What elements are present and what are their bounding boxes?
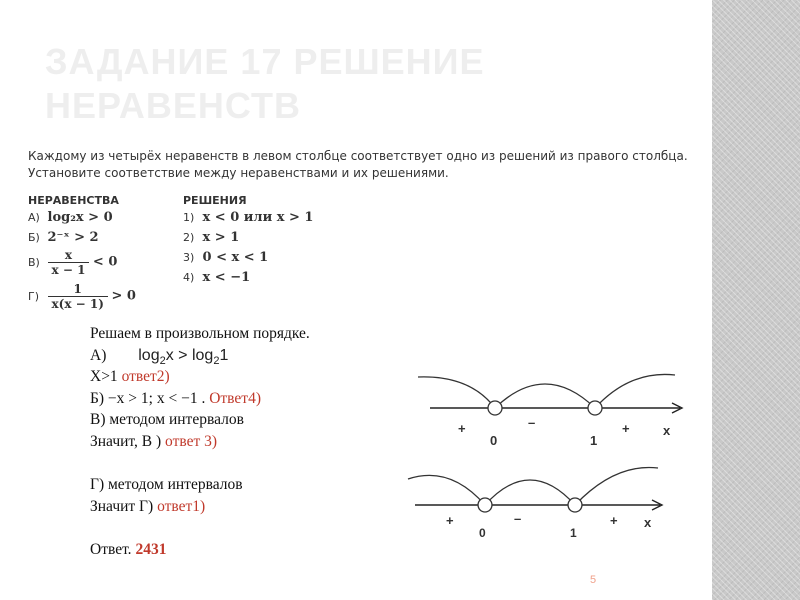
open-point	[588, 401, 602, 415]
axis-label: x	[663, 423, 671, 438]
blank-line	[90, 517, 400, 539]
log-subscript: 2	[213, 354, 220, 367]
inequality-g	[28, 282, 136, 311]
inequality-label: Б)	[28, 231, 40, 244]
inequality-label: В)	[28, 255, 40, 269]
solution-b	[90, 388, 400, 410]
answer-text: ответ1)	[157, 497, 206, 515]
inequalities-column	[28, 194, 188, 311]
solution-label: 2)	[183, 231, 195, 244]
sign-arc	[595, 374, 675, 408]
sign-arc	[418, 377, 495, 408]
interval-diagram-2	[408, 467, 662, 540]
sign-label: –	[514, 511, 522, 526]
side-decorative-stripe	[712, 0, 800, 600]
solution-option-4	[183, 270, 250, 285]
inequalities-header: НЕРАВЕНСТВА	[28, 194, 119, 207]
axis-label: x	[644, 515, 652, 530]
task-statement: Каждому из четырёх неравенств в левом столбце соответствует одно из решений из правого столбца. Установите соответствие между неравенствами и их решениями.	[28, 149, 688, 180]
inequality-label: А)	[28, 211, 40, 224]
inequality-expr: log₂x > 0	[47, 210, 113, 225]
solution-a-result	[90, 366, 400, 388]
solutions-column	[183, 194, 343, 285]
solution-expr: x < −1	[202, 270, 251, 285]
solution-label: 4)	[183, 271, 195, 284]
log-subscript: 2	[159, 354, 166, 367]
fraction-denominator: x − 1	[48, 262, 90, 277]
solution-expr: x > 1	[202, 230, 240, 245]
task-image	[28, 148, 708, 324]
final-answer	[90, 539, 400, 561]
solution-option-2	[183, 230, 239, 245]
result-text: Значит, В )	[90, 432, 166, 450]
sign-label: +	[446, 513, 454, 528]
solution-v-conclusion	[90, 431, 400, 453]
sign-label: +	[610, 513, 618, 528]
solution-g-conclusion	[90, 496, 400, 518]
point-label: 1	[590, 433, 598, 448]
solution-expr: 0 < x < 1	[202, 250, 269, 265]
inequality-rhs: > 0	[111, 288, 136, 304]
answer-text: ответ 3)	[165, 432, 218, 450]
inequality-a	[28, 210, 113, 225]
fraction-numerator: x	[64, 248, 73, 262]
solution-g: Г) методом интервалов	[90, 476, 243, 494]
inequality-b	[28, 230, 99, 245]
fraction	[48, 282, 108, 311]
point-label: 1	[570, 526, 577, 540]
solution-label: 1)	[183, 211, 195, 224]
log-middle: x > log	[165, 346, 214, 364]
inequality-v	[28, 248, 117, 277]
result-text: X>1	[90, 368, 122, 386]
log-base-word: log	[138, 346, 160, 364]
solution-a-label: А)	[90, 346, 107, 364]
sign-arc	[575, 467, 658, 505]
solution-v: В) методом интервалов	[90, 411, 244, 429]
point-label: 0	[490, 433, 498, 448]
sign-arc	[495, 384, 595, 408]
interval-diagrams	[400, 365, 700, 550]
open-point	[568, 498, 582, 512]
sign-label: +	[458, 421, 466, 436]
inequality-rhs: < 0	[92, 254, 118, 270]
log-expression	[138, 346, 229, 367]
solution-option-1	[183, 210, 313, 225]
solution-intro: Решаем в произвольном порядке.	[90, 325, 310, 342]
page-number: 5	[590, 574, 597, 586]
sign-label: –	[528, 415, 536, 430]
inequality-label: Г)	[28, 289, 39, 303]
solution-text	[90, 323, 400, 561]
inequality-expr: 2⁻ˣ > 2	[47, 230, 99, 245]
solution-expr: x < 0 или x > 1	[202, 210, 314, 225]
final-answer-label: Ответ.	[90, 540, 136, 558]
fraction-denominator: x(x − 1)	[48, 296, 108, 311]
open-point	[488, 401, 502, 415]
solution-a	[90, 345, 400, 367]
fraction-numerator: 1	[73, 282, 82, 296]
final-answer-value: 2431	[135, 540, 167, 558]
point-label: 0	[479, 526, 486, 540]
slide-title: ЗАДАНИЕ 17 РЕШЕНИЕ НЕРАВЕНСТВ	[45, 41, 485, 126]
sign-arc	[408, 475, 485, 505]
open-point	[478, 498, 492, 512]
fraction	[48, 248, 90, 277]
result-text: Значит Г)	[90, 497, 158, 515]
task-columns	[28, 194, 708, 324]
solution-option-3	[183, 250, 268, 265]
solutions-header: РЕШЕНИЯ	[183, 194, 247, 207]
solution-label: 3)	[183, 251, 195, 264]
sign-label: +	[622, 421, 630, 436]
sign-arc	[485, 480, 575, 505]
blank-line	[90, 453, 400, 475]
answer-text: Ответ4)	[209, 389, 261, 407]
interval-diagram-1	[418, 374, 682, 448]
answer-text: ответ2)	[121, 368, 170, 386]
result-text: Б) −x > 1; x < −1 .	[90, 389, 210, 407]
log-end: 1	[219, 346, 229, 364]
